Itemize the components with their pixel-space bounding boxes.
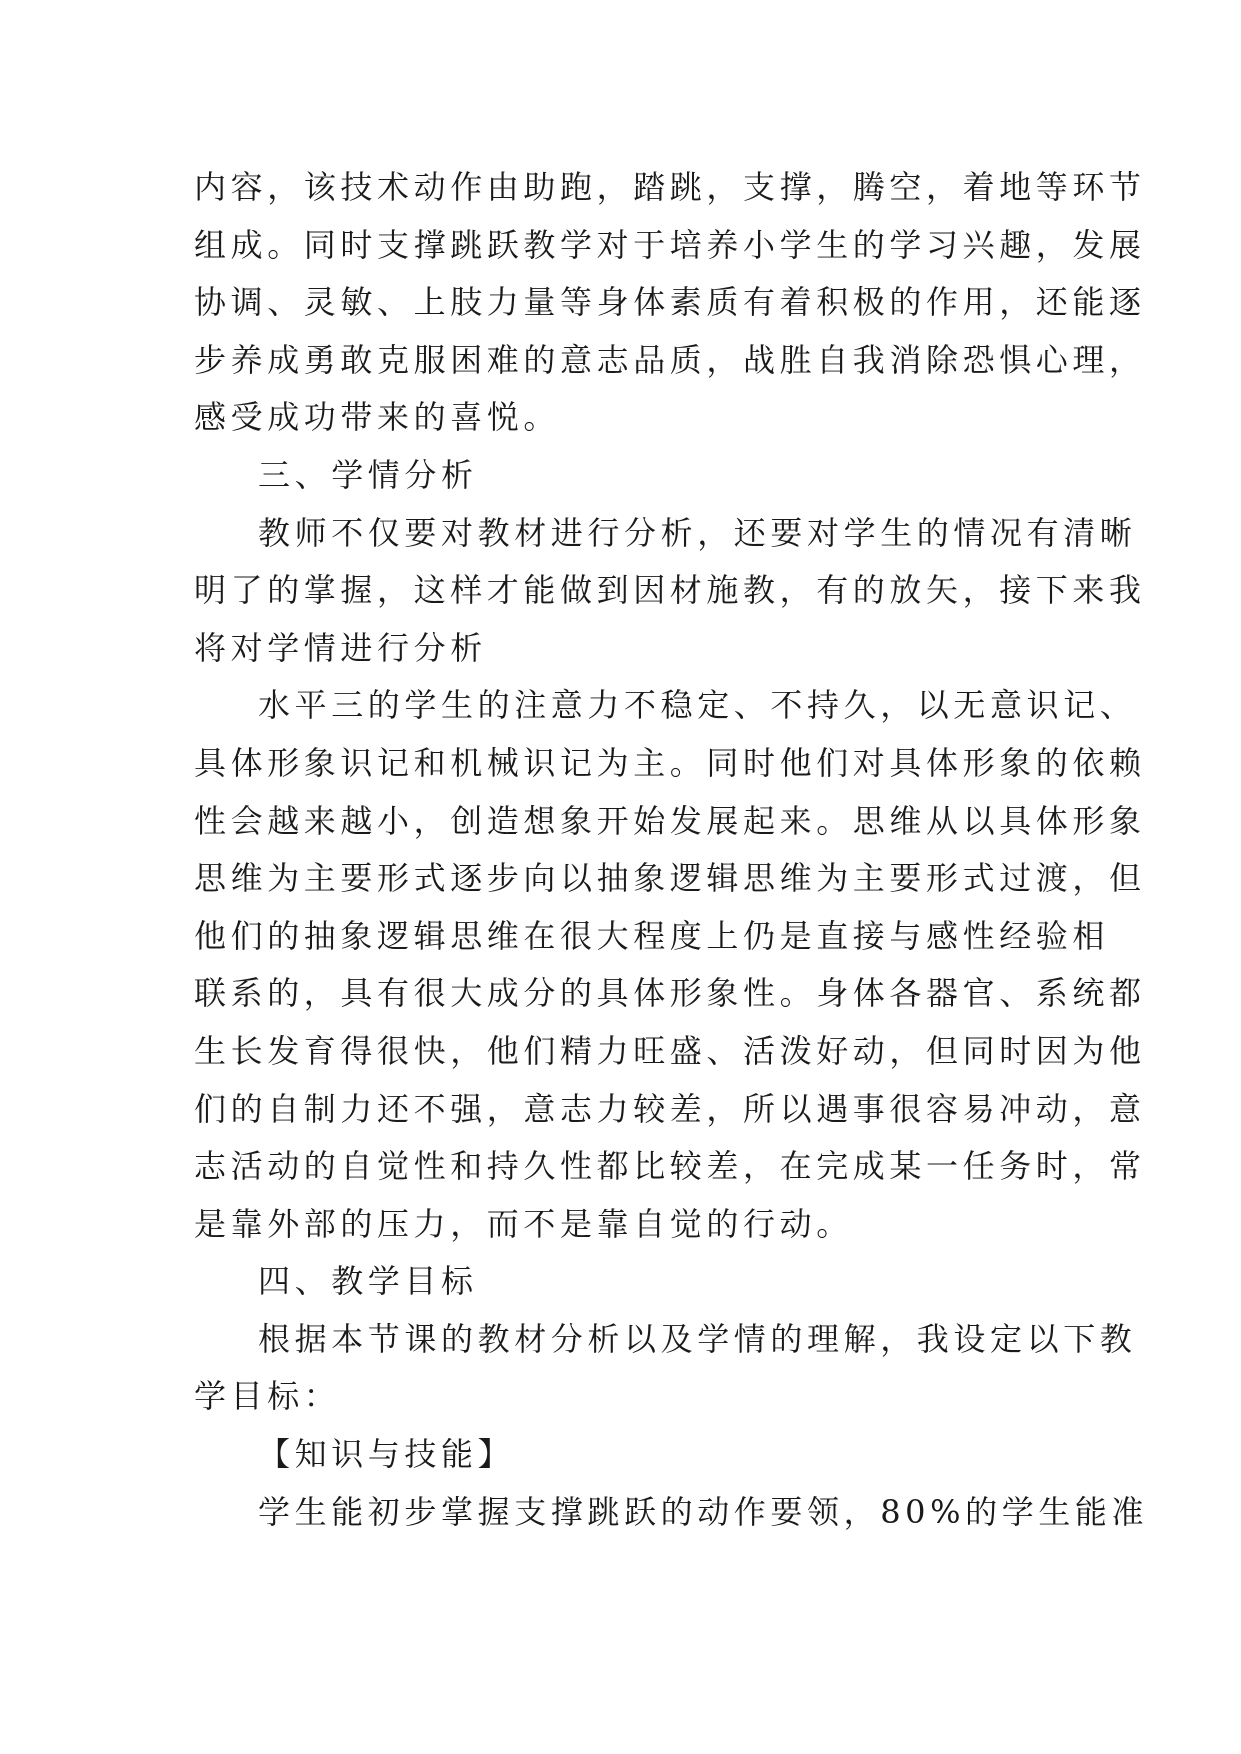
text-line: 联系的，具有很大成分的具体形象性。身体各器官、系统都 <box>194 974 1146 1013</box>
text-line: 学目标： <box>194 1377 341 1416</box>
text-line: 水平三的学生的注意力不稳定、不持久，以无意识记、 <box>258 686 1137 725</box>
text-line: 思维为主要形式逐步向以抽象逻辑思维为主要形式过渡，但 <box>194 859 1146 898</box>
text-line: 根据本节课的教材分析以及学情的理解，我设定以下教 <box>258 1319 1137 1358</box>
text-line: 学生能初步掌握支撑跳跃的动作要领，80%的学生能准 <box>258 1492 1149 1531</box>
text-line: 志活动的自觉性和持久性都比较差，在完成某一任务时，常 <box>194 1147 1146 1186</box>
text-line: 感受成功带来的喜悦。 <box>194 398 561 437</box>
text-line: 明了的掌握，这样才能做到因材施教，有的放矢，接下来我 <box>194 571 1146 610</box>
text-line: 是靠外部的压力，而不是靠自觉的行动。 <box>194 1204 853 1243</box>
text-line: 教师不仅要对教材进行分析，还要对学生的情况有清晰 <box>258 513 1137 552</box>
text-line: 们的自制力还不强，意志力较差，所以遇事很容易冲动，意 <box>194 1089 1146 1128</box>
text-line: 内容，该技术动作由助跑，踏跳，支撑，腾空，着地等环节 <box>194 168 1146 206</box>
text-line: 具体形象识记和机械识记为主。同时他们对具体形象的依赖 <box>194 743 1146 782</box>
text-line: 将对学情进行分析 <box>194 628 487 667</box>
text-line: 性会越来越小，创造想象开始发展起来。思维从以具体形象 <box>194 801 1146 840</box>
text-line: 协调、灵敏、上肢力量等身体素质有着积极的作用，还能逐 <box>194 283 1146 322</box>
text-line: 组成。同时支撑跳跃教学对于培养小学生的学习兴趣，发展 <box>194 225 1146 264</box>
subheading-knowledge-skills: 【知识与技能】 <box>258 1435 515 1474</box>
text-line: 他们的抽象逻辑思维在很大程度上仍是直接与感性经验相 <box>194 916 1110 955</box>
text-line: 生长发育得很快，他们精力旺盛、活泼好动，但同时因为他 <box>194 1031 1146 1070</box>
text-line: 步养成勇敢克服困难的意志品质，战胜自我消除恐惧心理， <box>194 340 1146 379</box>
section-heading-learning-analysis: 三、学情分析 <box>258 455 478 494</box>
document-body <box>194 159 1149 1541</box>
section-heading-teaching-goals: 四、教学目标 <box>258 1262 478 1301</box>
